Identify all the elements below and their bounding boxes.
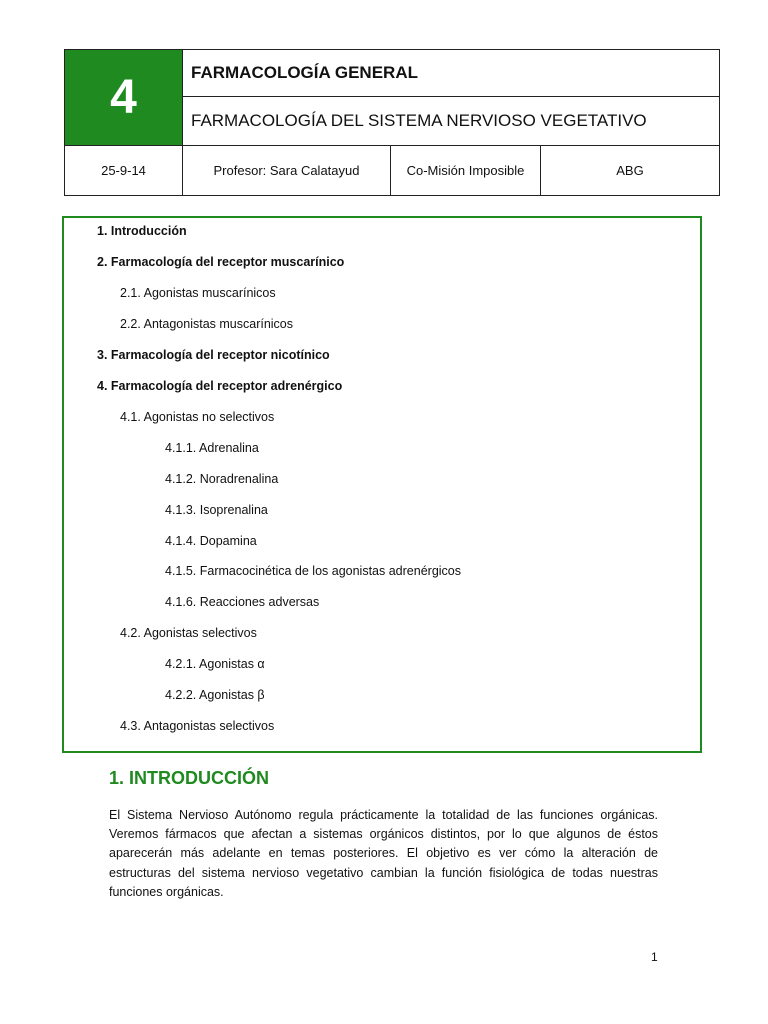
chapter-title: FARMACOLOGÍA DEL SISTEMA NERVIOSO VEGETATIVO bbox=[182, 96, 719, 145]
toc-item-level-1: 4. Farmacología del receptor adrenérgico bbox=[97, 378, 343, 393]
toc-item-level-2: 4.3. Antagonistas selectivos bbox=[120, 719, 275, 734]
toc-item-level-1: 3. Farmacología del receptor nicotínico bbox=[97, 347, 330, 362]
toc-item-level-2: 4.2. Agonistas selectivos bbox=[120, 626, 257, 641]
document-header bbox=[64, 49, 720, 196]
course-title: FARMACOLOGÍA GENERAL bbox=[182, 50, 719, 97]
toc-item-level-3: 4.1.4. Dopamina bbox=[165, 533, 257, 548]
toc-item-level-2: 4.1. Agonistas no selectivos bbox=[120, 409, 275, 424]
toc-item-level-3: 4.1.1. Adrenalina bbox=[165, 440, 259, 455]
toc-item-level-1: 1. Introducción bbox=[97, 224, 187, 238]
intro-paragraph: El Sistema Nervioso Autónomo regula prácticamente la totalidad de las funciones orgánicas. Veremos fármacos que afectan a sistemas orgánicos distintos, por lo que algunos de éstos aparecerán más adelante en temas posteriores. El objetivo es ver cómo la alteración de estructuras del sistema nervioso vegetativo cambian la función fisiológica de todas nuestras funciones orgánicas. bbox=[109, 808, 658, 899]
toc-item-level-3: 4.2.2. Agonistas β bbox=[165, 688, 265, 703]
toc-item-level-2: 2.1. Agonistas muscarínicos bbox=[120, 285, 276, 300]
date-cell: 25-9-14 bbox=[65, 146, 183, 195]
toc-item-level-3: 4.1.2. Noradrenalina bbox=[165, 471, 279, 486]
page-number: 1 bbox=[651, 950, 658, 964]
professor-cell: Profesor: Sara Calatayud bbox=[183, 146, 391, 195]
toc-item-level-3: 4.1.3. Isoprenalina bbox=[165, 502, 268, 517]
chapter-number: 4 bbox=[65, 50, 182, 145]
header-info-row bbox=[65, 145, 719, 195]
toc-item-level-3: 4.1.5. Farmacocinética de los agonistas adrenérgicos bbox=[165, 564, 461, 579]
toc-item-level-3: 4.2.1. Agonistas α bbox=[165, 657, 265, 672]
initials-cell: ABG bbox=[616, 163, 644, 178]
toc-item-level-2: 2.2. Antagonistas muscarínicos bbox=[120, 316, 294, 331]
section-heading: 1. INTRODUCCIÓN bbox=[109, 768, 270, 788]
table-of-contents bbox=[62, 216, 702, 753]
commission-cell: Co-Misión Imposible bbox=[391, 146, 541, 195]
toc-item-level-3: 4.1.6. Reacciones adversas bbox=[165, 595, 320, 610]
toc-item-level-1: 2. Farmacología del receptor muscarínico bbox=[97, 254, 345, 269]
